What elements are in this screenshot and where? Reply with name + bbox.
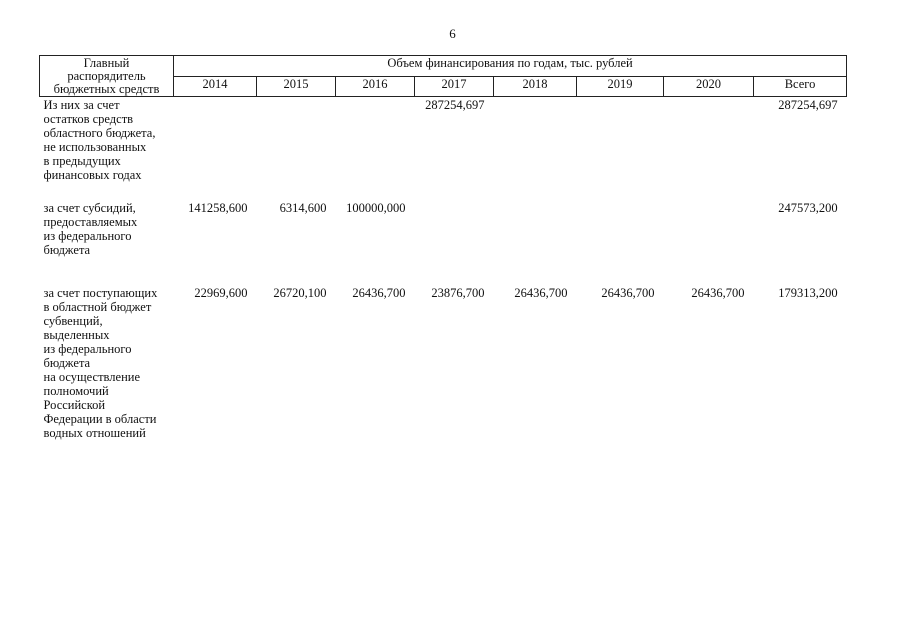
value-cell [494, 200, 577, 285]
row-label [40, 285, 174, 446]
value-cell: 23876,700 [431, 286, 485, 300]
value-cell [577, 200, 664, 285]
header-year: 2020 [664, 76, 754, 97]
header-year: 2015 [257, 76, 336, 97]
value-cell: 26436,700 [691, 286, 745, 300]
value-cell: 141258,600 [188, 201, 248, 215]
value-cell [664, 200, 754, 285]
header-main-distributor-text: Главный распорядитель бюджетных средств [53, 56, 160, 96]
header-year: 2014 [174, 76, 257, 97]
value-cell [336, 97, 415, 201]
header-total: Всего [754, 76, 847, 97]
row-label-text: за счет поступающих в областной бюджет субвенций, выделенных из федерального бюджета на осуществление полномочий Российской Федерации в области водных отношений [43, 286, 158, 440]
value-cell [415, 200, 494, 285]
header-year: 2016 [336, 76, 415, 97]
page-number: 6 [449, 26, 456, 41]
row-label [40, 97, 174, 201]
value-cell: 100000,000 [346, 201, 406, 215]
value-cell [174, 97, 257, 201]
row-label [40, 200, 174, 285]
value-cell: 6314,600 [279, 201, 327, 215]
value-cell [577, 97, 664, 201]
row-label-text: за счет субсидий, предоставляемых из федерального бюджета [43, 201, 138, 257]
value-cell [257, 97, 336, 201]
value-cell: 26720,100 [273, 286, 327, 300]
header-year: 2018 [494, 76, 577, 97]
value-cell: 287254,697 [425, 98, 485, 112]
row-label-text: Из них за счет остатков средств областного бюджета, не использованных в предыдущих финансовых годах [43, 98, 156, 182]
table-row [40, 97, 847, 201]
total-cell: 287254,697 [778, 98, 838, 112]
table-row [40, 285, 847, 446]
table-row [40, 200, 847, 285]
total-cell: 247573,200 [778, 201, 838, 215]
value-cell: 26436,700 [601, 286, 655, 300]
header-main-distributor [40, 56, 174, 97]
header-year: 2017 [415, 76, 494, 97]
header-financing-volume: Объем финансирования по годам, тыс. рублей [174, 56, 847, 77]
value-cell [494, 97, 577, 201]
value-cell [664, 97, 754, 201]
value-cell: 26436,700 [352, 286, 406, 300]
total-cell: 179313,200 [778, 286, 838, 300]
value-cell: 22969,600 [194, 286, 248, 300]
financing-table [39, 55, 847, 446]
value-cell: 26436,700 [514, 286, 568, 300]
header-year: 2019 [577, 76, 664, 97]
